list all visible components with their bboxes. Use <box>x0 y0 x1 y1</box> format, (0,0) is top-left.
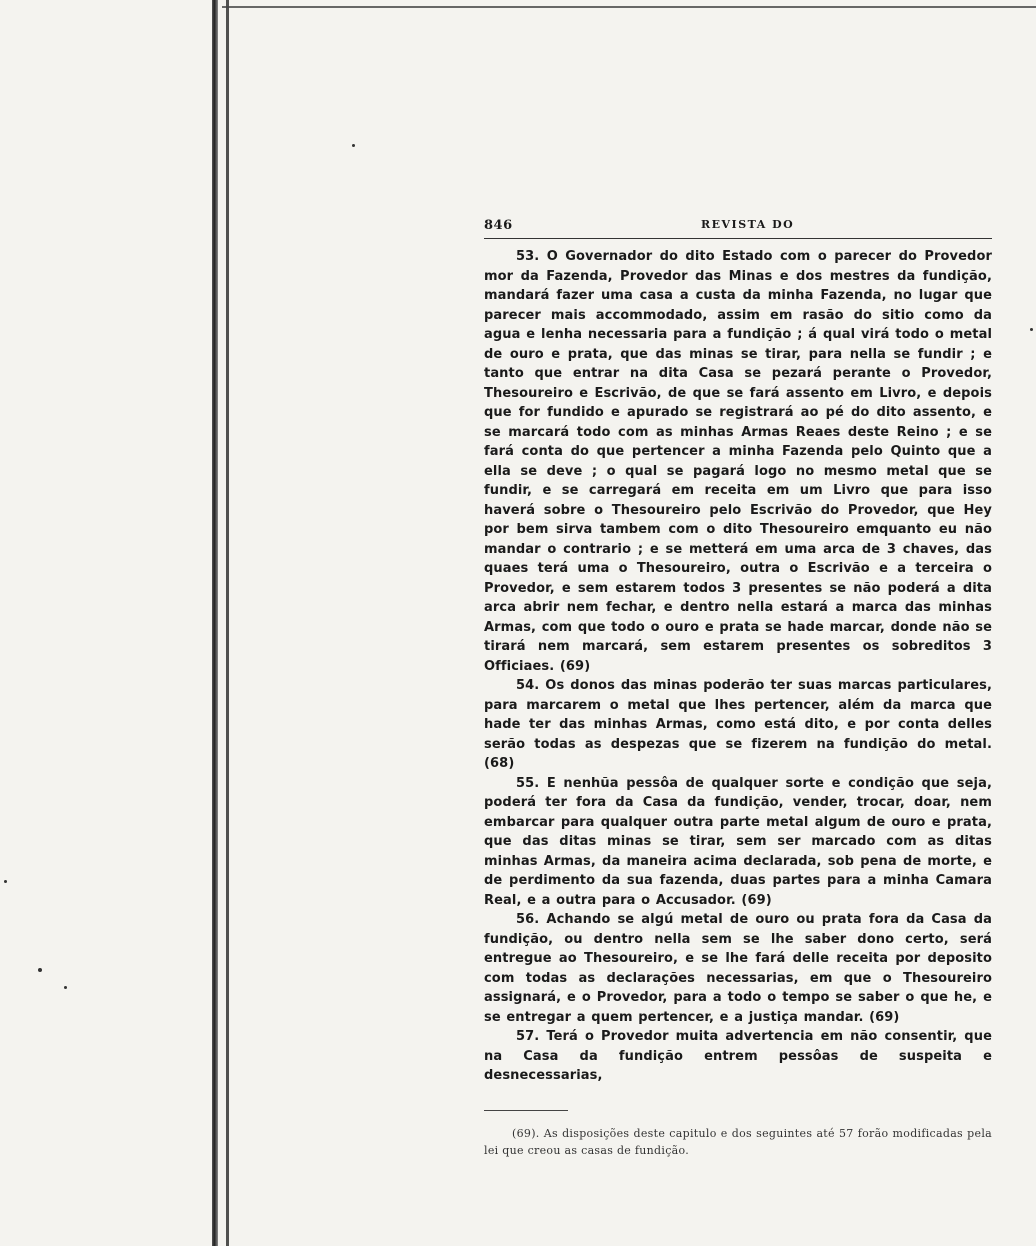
book-spine-shadow <box>212 0 218 1246</box>
page-top-edge <box>222 6 1036 8</box>
scan-speck <box>352 144 355 147</box>
paragraph-57: 57. Terá o Provedor muita advertencia em não consentir, que na Casa da fundição entrem pessôas de suspeita e desnecessarias, <box>484 1029 992 1083</box>
document-page <box>484 218 992 1159</box>
scan-speck <box>38 968 42 972</box>
book-spine-edge <box>226 0 229 1246</box>
scan-speck <box>64 986 67 989</box>
page-number: 846 <box>484 218 513 233</box>
scan-speck <box>1030 328 1033 331</box>
footnote: (69). As disposições deste capitulo e dos seguintes até 57 forão modificadas pela lei que creou as casas de fundição. <box>484 1126 992 1157</box>
paragraph-53: 53. O Governador do dito Estado com o parecer do Provedor mor da Fazenda, Provedor das Minas e dos mestres da fundição, mandará fazer uma casa a custa da minha Fazenda, no lugar que parecer mais accommodado, assim em rasão do sitio como da agua e lenha necessaria para a fundição ; á qual virá todo o metal de ouro e prata, que das minas se tirar, para nella se fundir ; e tanto que entrar na dita Casa se pezará perante o Provedor, Thesoureiro e Escrivão, de que se fará assento em Livro, e depois que for fundido e apurado se registrará ao pé do dito assento, e se marcará todo com as minhas Armas Reaes deste Reino ; e se fará conta do que pertencer a minha Fazenda pelo Quinto que a ella se deve ; o qual se pagará logo no mesmo metal que se fundir, e se carregará em receita em um Livro que para isso haverá sobre o Thesoureiro pelo Escrivão do Provedor, que Hey por bem sirva tambem com o dito Thesoureiro emquanto eu não mandar o contrario ; e se metterá em uma arca de 3 chaves, das quaes terá uma o Thesoureiro, outra o Escrivão e a terceira o Provedor, e sem estarem todos 3 presentes se não poderá a dita arca abrir nem fechar, e dentro nella estará a marca das minhas Armas, com que todo o ouro e prata se hade marcar, donde não se tirará nem marcará, sem estarem presentes os sobreditos 3 Officiaes. (69) <box>484 249 992 674</box>
page-header <box>484 218 992 238</box>
paragraph-56: 56. Achando se algú metal de ouro ou prata fora da Casa da fundição, ou dentro nella sem se lhe saber dono certo, será entregue ao Thesoureiro, e se lhe fará delle receita por deposito com todas as declarações necessarias, em que o Thesoureiro assignará, e o Provedor, para a todo o tempo se saber o que he, e se entregar a quem pertencer, e a justiça mandar. (69) <box>484 912 992 1025</box>
scan-speck <box>4 880 7 883</box>
paragraph-54: 54. Os donos das minas poderão ter suas marcas particulares, para marcarem o metal que lhes pertencer, além da marca que hade ter das minhas Armas, como está dito, e por conta delles serão todas as despezas que se fizerem na fundição do metal. (68) <box>484 678 992 771</box>
footnote-rule <box>484 1110 568 1111</box>
paragraph-55: 55. E nenhũa pessôa de qualquer sorte e condição que seja, poderá ter fora da Casa da fundição, vender, trocar, doar, nem embarcar para qualquer outra parte metal algum de ouro e prata, que das ditas minas se tirar, sem ser marcado com as ditas minhas Armas, da maneira acima declarada, sob pena de morte, e de perdimento da sua fazenda, duas partes para a minha Camara Real, e a outra para o Accusador. (69) <box>484 775 992 908</box>
header-rule <box>484 238 992 239</box>
running-head: REVISTA DO <box>701 218 795 231</box>
